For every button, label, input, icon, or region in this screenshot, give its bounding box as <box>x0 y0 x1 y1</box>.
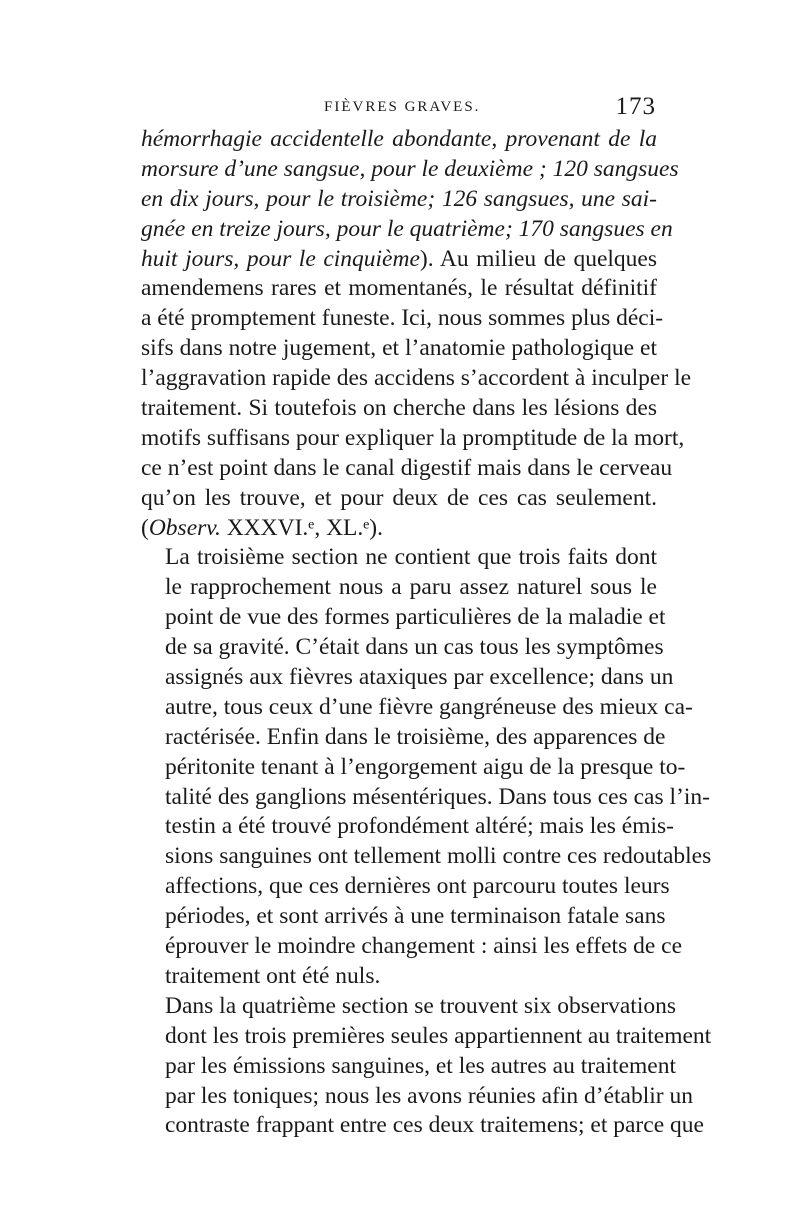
text-line <box>141 842 712 872</box>
text-segment: amendemens rares et momentanés, le résultat définitif <box>141 275 657 302</box>
text-segment: ( <box>141 514 149 541</box>
text-line <box>141 962 657 992</box>
text-segment: de sa gravité. C’était dans un cas tous les symptômes <box>165 634 664 661</box>
text-line <box>141 1052 676 1082</box>
text-line <box>141 364 692 394</box>
text-line <box>141 304 664 334</box>
text-segment: dont les trois premières seules appartiennent au traitement <box>165 1022 712 1049</box>
text-line <box>141 215 673 245</box>
text-line <box>141 394 657 424</box>
text-line <box>141 812 674 842</box>
text-segment: périodes, et sont arrivés à une terminaison fatale sans <box>165 903 666 930</box>
text-segment: assignés aux fièvres ataxiques par excellence; dans un <box>165 664 674 691</box>
text-segment: talité des ganglions mésentériques. Dans tous ces cas l’in- <box>165 783 710 810</box>
text-segment: par les émissions sanguines, et les autres au traitement <box>165 1052 676 1079</box>
text-line <box>141 663 674 693</box>
body-text <box>141 125 712 1141</box>
text-line <box>141 185 657 215</box>
text-segment: par les toniques; nous les avons réunies afin d’établir un <box>165 1082 693 1109</box>
text-segment: point de vue des formes particulières de la maladie et <box>165 604 666 631</box>
text-line <box>141 245 657 275</box>
italic-text: en dix jours, pour le troisième; 126 sangsues, une sai- <box>141 185 657 212</box>
text-line <box>141 573 657 603</box>
text-segment: péritonite tenant à l’engorgement aigu de la presque to- <box>165 753 686 780</box>
text-segment: éprouver le moindre changement : ainsi les effets de ce <box>165 933 683 960</box>
text-segment: traitement. Si toutefois on cherche dans les lésions des <box>141 395 657 422</box>
text-line <box>141 753 686 783</box>
text-segment: sions sanguines ont tellement molli contre ces redoutables <box>165 843 712 870</box>
text-line <box>141 603 666 633</box>
text-segment: XXXVI.ᵉ, XL.ᵉ). <box>220 514 384 541</box>
paragraph <box>141 125 692 543</box>
paragraph <box>141 543 712 991</box>
text-segment: qu’on les trouve, et pour deux de ces cas seulement. <box>141 484 657 511</box>
text-line <box>141 514 657 544</box>
text-segment: motifs suffisans pour expliquer la promptitude de la mort, <box>141 424 685 451</box>
text-line <box>141 872 670 902</box>
text-line <box>141 932 683 962</box>
text-segment: La troisième section ne contient que trois faits dont <box>165 544 657 571</box>
text-segment: affections, que ces dernières ont parcouru toutes leurs <box>165 873 670 900</box>
text-line <box>141 1111 704 1141</box>
italic-text: huit jours, pour le cinquième <box>141 245 420 272</box>
text-line <box>141 424 685 454</box>
text-line <box>141 633 664 663</box>
text-line <box>141 274 657 304</box>
text-line <box>141 783 710 813</box>
text-segment: sifs dans notre jugement, et l’anatomie pathologique et <box>141 335 657 362</box>
text-line <box>141 723 666 753</box>
text-segment: contraste frappant entre ces deux traitemens; et parce que <box>165 1112 704 1139</box>
running-head-title: FIÈVRES GRAVES. <box>324 99 481 115</box>
text-segment: traitement ont été nuls. <box>165 962 381 989</box>
text-line <box>141 543 657 573</box>
text-line <box>141 454 673 484</box>
text-line <box>141 992 676 1022</box>
text-segment: ). Au milieu de quelques <box>419 245 657 272</box>
text-segment: testin a été trouvé profondément altéré; mais les émis- <box>165 813 674 840</box>
text-segment: ractérisée. Enfin dans le troisième, des apparences de <box>165 723 666 750</box>
text-line <box>141 693 693 723</box>
text-line <box>141 334 657 364</box>
page-number: 173 <box>615 93 656 120</box>
text-segment: ce n’est point dans le canal digestif mais dans le cerveau <box>141 454 673 481</box>
text-line <box>141 1082 693 1112</box>
running-head <box>140 93 658 123</box>
italic-text: morsure d’une sangsue, pour le deuxième ; 120 sangsues <box>141 155 679 182</box>
text-line <box>141 902 666 932</box>
text-line <box>141 155 679 185</box>
paragraph <box>141 992 712 1141</box>
text-segment: a été promptement funeste. Ici, nous sommes plus déci- <box>141 305 664 332</box>
text-line <box>141 125 657 155</box>
text-line <box>141 484 657 514</box>
text-segment: Dans la quatrième section se trouvent six observations <box>165 992 676 1019</box>
text-segment: autre, tous ceux d’une fièvre gangréneuse des mieux ca- <box>165 693 693 720</box>
text-segment: le rapprochement nous a paru assez naturel sous le <box>165 574 657 601</box>
text-line <box>141 1022 712 1052</box>
italic-text: Observ. <box>148 514 221 541</box>
text-segment: l’aggravation rapide des accidens s’accordent à inculper le <box>141 365 692 392</box>
italic-text: gnée en treize jours, pour le quatrième; 170 sangsues en <box>141 215 673 242</box>
italic-text: hémorrhagie accidentelle abondante, provenant de la <box>141 126 657 152</box>
